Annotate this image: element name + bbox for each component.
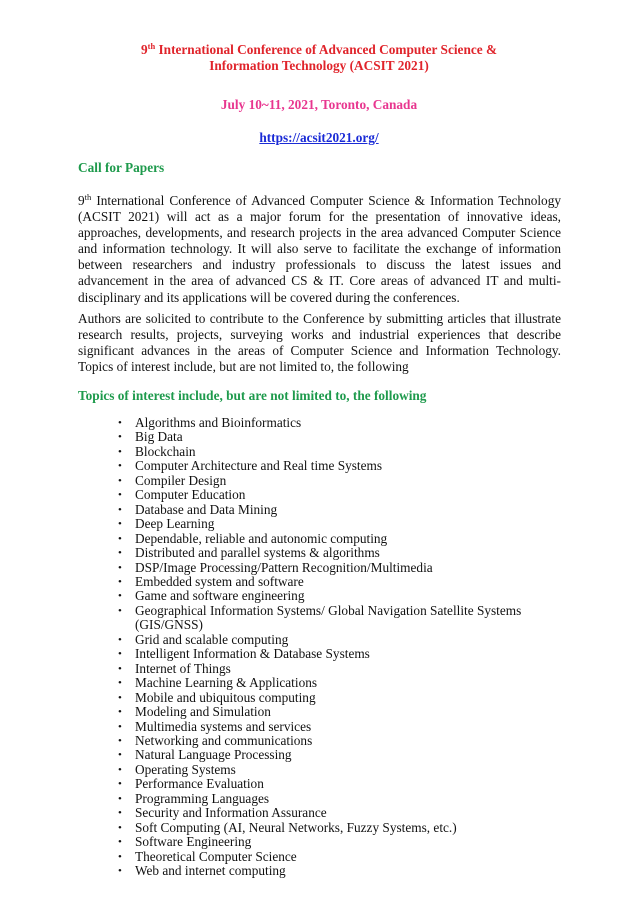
title-ordinal-suffix: th (147, 41, 156, 51)
topic-label: Intelligent Information & Database Systems (135, 646, 370, 662)
topic-label: Internet of Things (135, 660, 231, 676)
bullet-icon: • (118, 662, 122, 675)
topic-list-item (118, 819, 555, 835)
topic-label: Algorithms and Bioinformatics (135, 415, 302, 430)
conference-website-link[interactable]: https://acsit2021.org/ (259, 130, 379, 145)
bullet-icon: • (118, 590, 122, 603)
topic-label: Deep Learning (135, 516, 215, 532)
topic-label: Software Engineering (135, 834, 252, 850)
authors-paragraph: Authors are solicited to contribute to the Conference by submitting articles that illustrate research results, projects, surveying works and industrial experiences that describe significant advances in the areas of Computer Science and Information Technology. Topics of interest include, but are not limited to, the following (78, 311, 561, 375)
topic-label: Theoretical Computer Science (135, 848, 297, 864)
topic-list-item (118, 602, 555, 633)
bullet-icon: • (118, 821, 122, 834)
topic-list-item (118, 718, 555, 734)
topic-list-item (118, 545, 555, 561)
topic-label: Blockchain (135, 443, 196, 459)
topic-list-item (118, 776, 555, 792)
topic-list-item (118, 646, 555, 662)
topic-label: Geographical Information Systems/ Global Navigation Satellite Systems (GIS/GNSS) (135, 602, 522, 633)
topic-list-item (118, 631, 555, 647)
conference-title-line-1 (0, 42, 638, 58)
topic-label: Embedded system and software (135, 573, 304, 589)
topic-list-item (118, 675, 555, 691)
bullet-icon: • (118, 445, 122, 458)
conference-url-line (0, 130, 638, 146)
bullet-icon: • (118, 503, 122, 516)
topic-list-item (118, 443, 555, 459)
bullet-icon: • (118, 807, 122, 820)
bullet-icon: • (118, 720, 122, 733)
bullet-icon: • (118, 633, 122, 646)
bullet-icon: • (118, 677, 122, 690)
topic-label: Grid and scalable computing (135, 631, 289, 647)
topic-label: Machine Learning & Applications (135, 675, 318, 691)
conference-date-location: July 10~11, 2021, Toronto, Canada (220, 97, 418, 112)
bullet-icon: • (118, 532, 122, 545)
topic-list-item (118, 747, 555, 763)
topic-list-item (118, 588, 555, 604)
title-ordinal-number: 9 (140, 42, 148, 57)
topic-list-item (118, 559, 555, 575)
topic-label: Dependable, reliable and autonomic computing (135, 530, 388, 546)
bullet-icon: • (118, 489, 122, 502)
topic-label: Game and software engineering (135, 588, 305, 604)
title-line-1-text: International Conference of Advanced Computer Science & (155, 42, 498, 57)
call-for-papers-heading: Call for Papers (78, 160, 165, 175)
topic-label: Big Data (135, 429, 183, 445)
intro-ordinal-number: 9 (78, 193, 85, 208)
topic-label: Database and Data Mining (135, 501, 278, 517)
topic-list-item (118, 501, 555, 517)
topic-list-item (118, 732, 555, 748)
topic-label: Modeling and Simulation (135, 704, 271, 720)
topic-label: Multimedia systems and services (135, 718, 312, 734)
topic-list-item (118, 761, 555, 777)
topic-list-item (118, 689, 555, 705)
bullet-icon: • (118, 706, 122, 719)
topic-list-item (118, 487, 555, 503)
intro-paragraph-text: International Conference of Advanced Computer Science & Information Technology (ACSIT 2021) will act as a major forum for the presentation of innovative ideas, approaches, developments, and research projects in the area advanced Computer Science and information technology. It will also serve to facilitate the exchange of information between researchers and industry professionals to discuss the latest issues and advancement in the area of advanced CS & IT. Core areas of advanced IT and multi-disciplinary and its applications will be covered during the conferences. (78, 193, 561, 305)
bullet-icon: • (118, 836, 122, 849)
topic-list-item (118, 472, 555, 488)
topic-list-item (118, 458, 555, 474)
bullet-icon: • (118, 850, 122, 863)
bullet-icon: • (118, 792, 122, 805)
bullet-icon: • (118, 734, 122, 747)
bullet-icon: • (118, 547, 122, 560)
topic-label: Networking and communications (135, 732, 313, 748)
bullet-icon: • (118, 778, 122, 791)
topic-list-item (118, 415, 555, 430)
bullet-icon: • (118, 575, 122, 588)
bullet-icon: • (118, 417, 122, 429)
topic-label: Natural Language Processing (135, 747, 292, 763)
intro-ordinal-suffix: th (84, 192, 92, 202)
topic-list-item (118, 704, 555, 720)
topic-label: Web and internet computing (135, 863, 286, 879)
bullet-icon: • (118, 561, 122, 574)
topic-list-item (118, 660, 555, 676)
bullet-icon: • (118, 648, 122, 661)
bullet-icon: • (118, 460, 122, 473)
topic-list-item (118, 530, 555, 546)
topic-label: Distributed and parallel systems & algorithms (135, 545, 380, 561)
topics-heading: Topics of interest include, but are not limited to, the following (78, 388, 427, 403)
topic-label: Computer Architecture and Real time Systems (135, 458, 383, 474)
topic-list-item (118, 834, 555, 850)
topic-list-item (118, 516, 555, 532)
topic-label: Compiler Design (135, 472, 227, 488)
topic-label: Operating Systems (135, 761, 236, 777)
bullet-icon: • (118, 474, 122, 487)
topic-label: Performance Evaluation (135, 776, 264, 792)
bullet-icon: • (118, 763, 122, 776)
topic-list-item (118, 573, 555, 589)
topic-list-item (118, 863, 555, 879)
bullet-icon: • (118, 518, 122, 531)
topic-label: DSP/Image Processing/Pattern Recognition/Multimedia (135, 559, 433, 575)
topic-label: Programming Languages (135, 790, 270, 806)
bullet-icon: • (118, 431, 122, 444)
intro-paragraph (78, 193, 561, 306)
topic-label: Mobile and ubiquitous computing (135, 689, 316, 705)
topic-list-item (118, 805, 555, 821)
topic-label: Computer Education (135, 487, 246, 503)
bullet-icon: • (118, 691, 122, 704)
topics-list (0, 416, 638, 879)
topic-list-item (118, 790, 555, 806)
bullet-icon: • (118, 865, 122, 878)
bullet-icon: • (118, 604, 122, 617)
topic-label: Soft Computing (AI, Neural Networks, Fuzzy Systems, etc.) (135, 819, 457, 835)
conference-title-line-2: Information Technology (ACSIT 2021) (209, 58, 429, 73)
bullet-icon: • (118, 749, 122, 762)
topic-list-item (118, 429, 555, 445)
topic-label: Security and Information Assurance (135, 805, 327, 821)
topic-list-item (118, 848, 555, 864)
